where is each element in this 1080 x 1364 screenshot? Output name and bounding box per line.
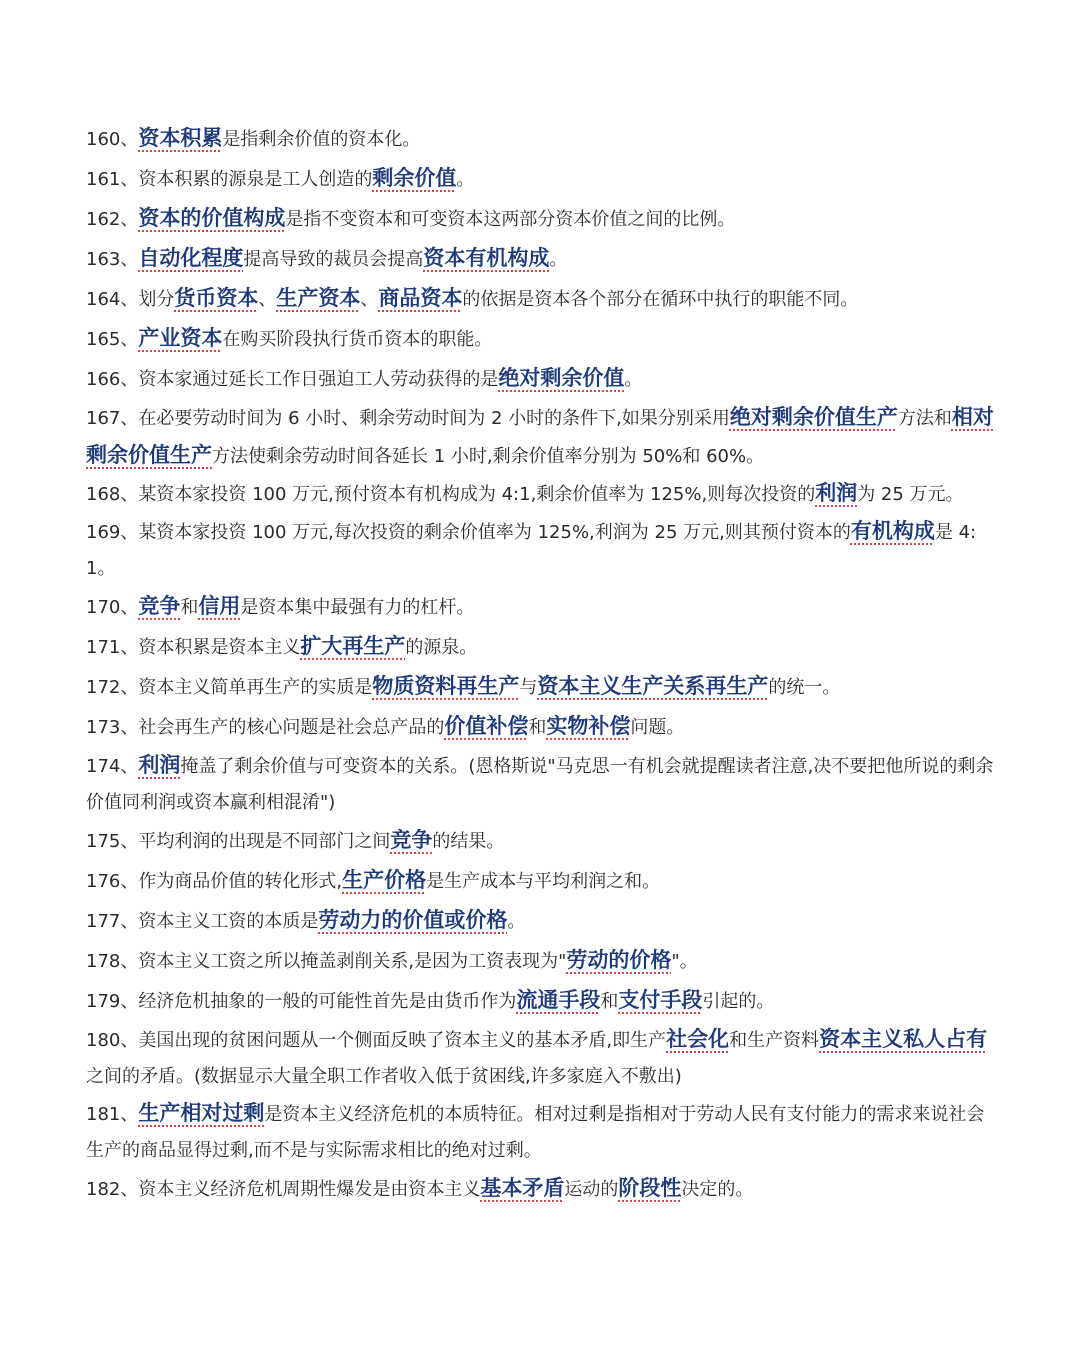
document-body — [86, 119, 996, 1209]
text-segment: 决定的。 — [681, 1179, 754, 1200]
text-segment: 是指不变资本和可变资本这两部分资本价值之间的比例。 — [285, 209, 736, 230]
text-segment: 提高导致的裁员会提高 — [243, 249, 424, 270]
list-item — [86, 1095, 996, 1169]
text-segment: 180、美国出现的贫困问题从一个侧面反映了资本主义的基本矛盾,即生产 — [86, 1030, 667, 1051]
highlighted-term: 流通手段 — [516, 988, 601, 1012]
text-segment: 在购买阶段执行货币资本的职能。 — [222, 329, 493, 350]
text-segment: 是 4:1。 — [86, 522, 977, 579]
list-item — [86, 513, 996, 587]
highlighted-term: 相对剩余价值生产 — [86, 405, 994, 467]
list-item — [86, 747, 996, 821]
text-segment: 问题。 — [630, 717, 685, 738]
text-segment: 163、 — [86, 249, 139, 270]
text-segment: 、 — [360, 289, 379, 310]
list-item — [86, 279, 996, 319]
highlighted-term: 资本积累 — [138, 126, 223, 150]
text-segment: 181、 — [86, 1104, 139, 1125]
text-segment: 是资本主义经济危机的本质特征。相对过剩是指相对于劳动人民有支付能力的需求来说社会生产的商品显得过剩,而不是与实际需求相比的绝对过剩。 — [86, 1104, 985, 1161]
text-segment: 165、 — [86, 329, 139, 350]
highlighted-term: 绝对剩余价值生产 — [729, 405, 898, 429]
text-segment: 177、资本主义工资的本质是 — [86, 911, 319, 932]
list-item — [86, 319, 996, 359]
highlighted-term: 劳动力的价值或价格 — [318, 908, 508, 932]
highlighted-term: 生产相对过剩 — [138, 1101, 265, 1125]
text-segment: 和生产资料 — [729, 1030, 820, 1051]
highlighted-term: 竞争 — [138, 594, 181, 618]
text-segment: 161、资本积累的源泉是工人创造的 — [86, 169, 373, 190]
text-segment: 。 — [456, 169, 475, 190]
text-segment: 和 — [528, 717, 547, 738]
list-item — [86, 159, 996, 199]
highlighted-term: 自动化程度 — [138, 246, 244, 270]
text-segment: 169、某资本家投资 100 万元,每次投资的剩余价值率为 125%,利润为 25 万元,则其预付资本的 — [86, 522, 851, 543]
list-item — [86, 119, 996, 159]
list-item — [86, 901, 996, 941]
text-segment: 173、社会再生产的核心问题是社会总产品的 — [86, 717, 445, 738]
text-segment: 是生产成本与平均利润之和。 — [426, 871, 661, 892]
text-segment: 171、资本积累是资本主义 — [86, 637, 301, 658]
text-segment: 与 — [519, 677, 538, 698]
list-item — [86, 1021, 996, 1095]
highlighted-term: 生产价格 — [342, 868, 427, 892]
highlighted-term: 资本的价值构成 — [138, 206, 286, 230]
text-segment: 的统一。 — [768, 677, 841, 698]
highlighted-term: 信用 — [198, 594, 241, 618]
highlighted-term: 劳动的价格 — [566, 948, 672, 972]
text-segment: 。 — [507, 911, 526, 932]
list-item — [86, 359, 996, 399]
text-segment: 175、平均利润的出现是不同部门之间 — [86, 831, 391, 852]
text-segment: 166、资本家通过延长工作日强迫工人劳动获得的是 — [86, 369, 499, 390]
text-segment: 和 — [600, 991, 619, 1012]
text-segment: 运动的 — [564, 1179, 619, 1200]
highlighted-term: 生产资本 — [276, 286, 361, 310]
text-segment: 178、资本主义工资之所以掩盖剥削关系,是因为工资表现为" — [86, 951, 567, 972]
list-item — [86, 667, 996, 707]
list-item — [86, 821, 996, 861]
text-segment: 179、经济危机抽象的一般的可能性首先是由货币作为 — [86, 991, 517, 1012]
text-segment: 164、划分 — [86, 289, 175, 310]
text-segment: 方法和 — [897, 408, 952, 429]
highlighted-term: 利润 — [138, 753, 181, 777]
highlighted-term: 基本矛盾 — [480, 1176, 565, 1200]
highlighted-term: 产业资本 — [138, 326, 223, 350]
list-item — [86, 981, 996, 1021]
text-segment: 是指剩余价值的资本化。 — [222, 129, 421, 150]
list-item — [86, 1169, 996, 1209]
text-segment: 的结果。 — [432, 831, 505, 852]
text-segment: 之间的矛盾。(数据显示大量全职工作者收入低于贫困线,许多家庭入不敷出) — [86, 1066, 682, 1087]
list-item — [86, 587, 996, 627]
text-segment: 和 — [180, 597, 199, 618]
highlighted-term: 物质资料再生产 — [372, 674, 520, 698]
highlighted-term: 资本有机构成 — [423, 246, 550, 270]
highlighted-term: 资本主义生产关系再生产 — [537, 674, 769, 698]
list-item — [86, 627, 996, 667]
text-segment: 182、资本主义经济危机周期性爆发是由资本主义 — [86, 1179, 481, 1200]
text-segment: 168、某资本家投资 100 万元,预付资本有机构成为 4:1,剩余价值率为 125%,则每次投资的 — [86, 484, 816, 505]
highlighted-term: 有机构成 — [850, 519, 935, 543]
highlighted-term: 资本主义私人占有 — [819, 1027, 988, 1051]
list-item — [86, 861, 996, 901]
text-segment: "。 — [671, 951, 698, 972]
text-segment: 176、作为商品价值的转化形式, — [86, 871, 343, 892]
text-segment: 、 — [258, 289, 277, 310]
text-segment: 方法使剩余劳动时间各延长 1 小时,剩余价值率分别为 50%和 60%。 — [212, 446, 765, 467]
highlighted-term: 绝对剩余价值 — [498, 366, 625, 390]
text-segment: 170、 — [86, 597, 139, 618]
text-segment: 的源泉。 — [405, 637, 478, 658]
text-segment: 167、在必要劳动时间为 6 小时、剩余劳动时间为 2 小时的条件下,如果分别采用 — [86, 408, 730, 429]
highlighted-term: 剩余价值 — [372, 166, 457, 190]
highlighted-term: 货币资本 — [174, 286, 259, 310]
text-segment: 174、 — [86, 756, 139, 777]
highlighted-term: 实物补偿 — [546, 714, 631, 738]
text-segment: 引起的。 — [702, 991, 775, 1012]
text-segment: 。 — [624, 369, 643, 390]
text-segment: 为 25 万元。 — [857, 484, 964, 505]
text-segment: 162、 — [86, 209, 139, 230]
list-item — [86, 707, 996, 747]
text-segment: 160、 — [86, 129, 139, 150]
highlighted-term: 阶段性 — [618, 1176, 682, 1200]
highlighted-term: 商品资本 — [378, 286, 463, 310]
highlighted-term: 社会化 — [666, 1027, 730, 1051]
highlighted-term: 利润 — [815, 481, 858, 505]
list-item — [86, 399, 996, 475]
text-segment: 。 — [549, 249, 568, 270]
highlighted-term: 支付手段 — [618, 988, 703, 1012]
highlighted-term: 价值补偿 — [444, 714, 529, 738]
list-item — [86, 941, 996, 981]
list-item — [86, 239, 996, 279]
text-segment: 掩盖了剩余价值与可变资本的关系。(恩格斯说"马克思一有机会就提醒读者注意,决不要把他所说的剩余价值同利润或资本赢利相混淆") — [86, 756, 994, 813]
text-segment: 的依据是资本各个部分在循环中执行的职能不同。 — [462, 289, 859, 310]
text-segment: 172、资本主义简单再生产的实质是 — [86, 677, 373, 698]
highlighted-term: 竞争 — [390, 828, 433, 852]
list-item — [86, 199, 996, 239]
text-segment: 是资本集中最强有力的杠杆。 — [240, 597, 475, 618]
list-item — [86, 475, 996, 513]
highlighted-term: 扩大再生产 — [300, 634, 406, 658]
